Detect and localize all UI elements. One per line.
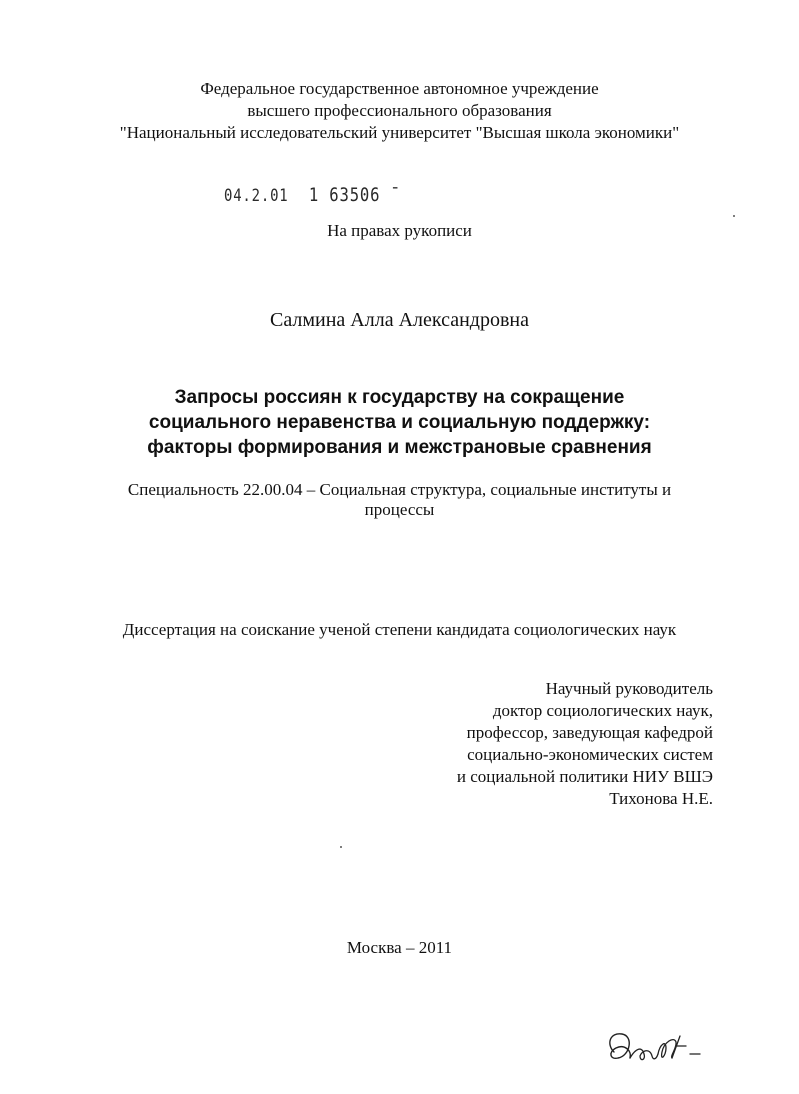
supervisor-line-1: Научный руководитель (545, 679, 713, 698)
supervisor-line-2: доктор социологических наук, (492, 701, 713, 720)
library-stamp (224, 184, 401, 206)
scan-speck (733, 215, 735, 217)
degree-statement: Диссертация на соискание ученой степени кандидата социологических наук (122, 620, 677, 639)
handwritten-signature (600, 1022, 710, 1072)
title-line-2: социального неравенства и социальную поддержку: (148, 412, 651, 433)
specialty-line-2: процессы (364, 500, 435, 519)
specialty-line-1: Специальность 22.00.04 – Социальная структура, социальные институты и (127, 480, 672, 499)
supervisor-line-3: профессор, заведующая кафедрой (466, 723, 713, 742)
manuscript-rights: На правах рукописи (327, 221, 472, 240)
supervisor-line-5: и социальной политики НИУ ВШЭ (456, 767, 713, 786)
supervisor-line-4: социально-экономических систем (467, 745, 713, 764)
city-year: Москва – 2011 (346, 938, 453, 957)
institution-line-2: высшего профессионального образования (247, 101, 552, 120)
institution-line-3: "Национальный исследовательский университет "Высшая школа экономики" (119, 123, 680, 142)
stamp-code: 04.2.01 (224, 186, 289, 206)
author-name: Салмина Алла Александровна (269, 309, 529, 331)
institution-line-1: Федеральное государственное автономное учреждение (200, 79, 599, 98)
supervisor-line-6: Тихонова Н.Е. (609, 789, 713, 808)
title-line-3: факторы формирования и межстрановые сравнения (147, 437, 652, 458)
title-line-1: Запросы россиян к государству на сокращение (174, 387, 625, 408)
stamp-number: 1 63506 ˉ (308, 184, 401, 206)
supervisor-block (457, 678, 713, 810)
scan-speck (340, 846, 342, 848)
